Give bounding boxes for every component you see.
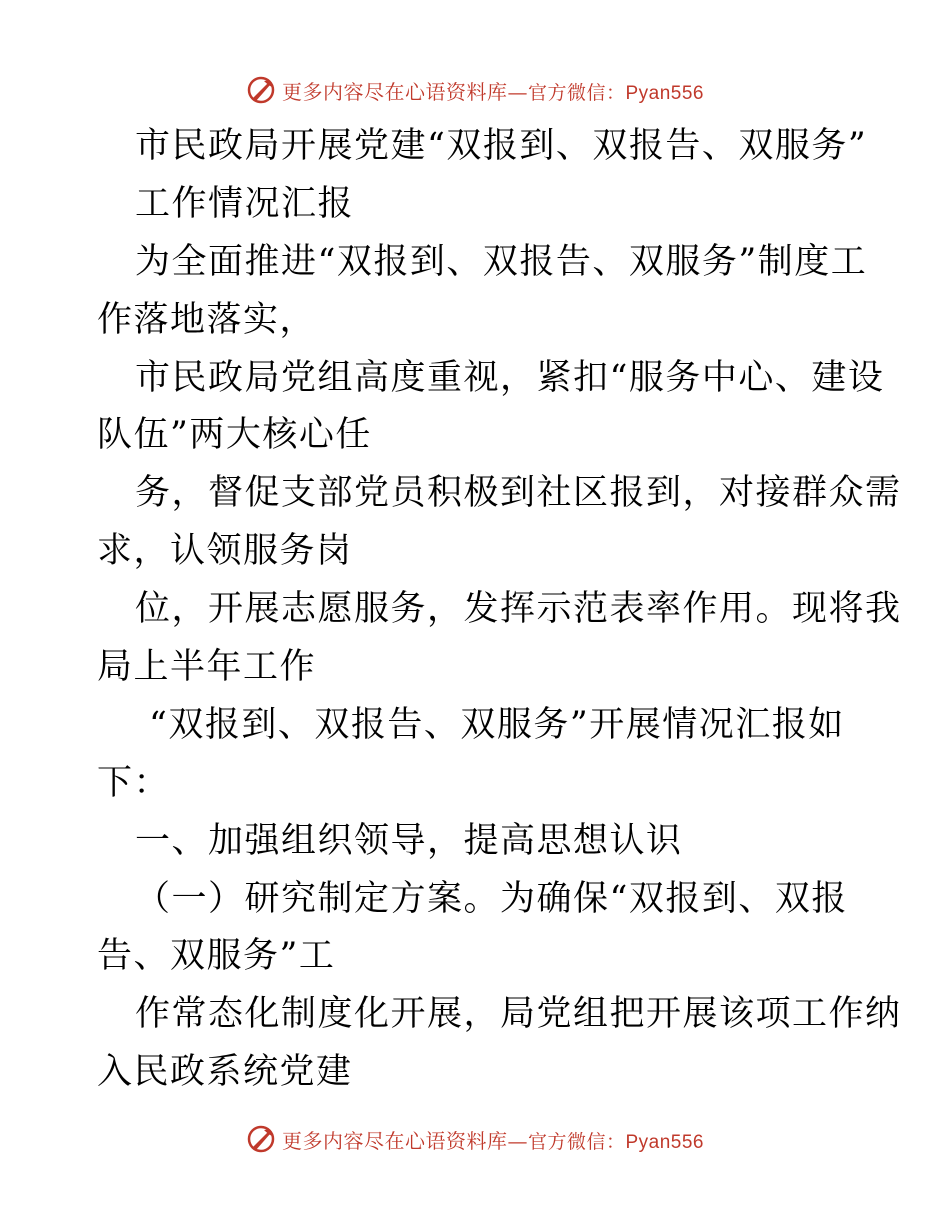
document-body [97,118,902,1102]
watermark-site: 更多内容尽在心语资料库 [281,1128,508,1153]
text-line: 市民政局党组高度重视，紧扣“服务中心、建设 [135,357,885,398]
text-line: 务，督促支部党员积极到社区报到，对接群众需 [135,473,902,514]
text-line: 局上半年工作 [97,647,317,688]
text-line: 作常态化制度化开展，局党组把开展该项工作纳 [135,994,902,1035]
watermark-text [282,76,704,105]
quill-logo-icon [246,75,276,105]
footer-watermark [0,1121,950,1157]
section-heading: 一、加强组织领导，提高思想认识 [135,820,683,861]
text-line: 为全面推进“双报到、双报告、双服务”制度工 [135,241,868,282]
quill-logo-icon [246,1124,276,1154]
text-line: 队伍”两大核心任 [97,415,372,456]
text-line: （一）研究制定方案。为确保“双报到、双报 [135,878,848,919]
text-line: 工作情况汇报 [135,183,355,224]
text-line: 位，开展志愿服务，发挥示范表率作用。现将我 [135,589,902,630]
text-line: 入民政系统党建 [97,1052,353,1093]
watermark-text [282,1125,704,1154]
watermark-dash: — [507,79,528,104]
watermark-wechat: 官方微信：Pyan556 [527,82,704,104]
text-line: 下： [97,762,171,803]
header-watermark [0,72,950,108]
text-line: 市民政局开展党建“双报到、双报告、双服务” [135,126,868,166]
watermark-site: 更多内容尽在心语资料库 [281,79,508,104]
text-line: 告、双服务”工 [97,936,336,977]
text-line: 求，认领服务岗 [97,531,353,572]
text-line: 作落地落实， [97,299,317,340]
text-line: “双报到、双报告、双服务”开展情况汇报如 [149,704,845,745]
watermark-wechat: 官方微信：Pyan556 [527,1131,704,1153]
watermark-dash: — [507,1128,528,1153]
